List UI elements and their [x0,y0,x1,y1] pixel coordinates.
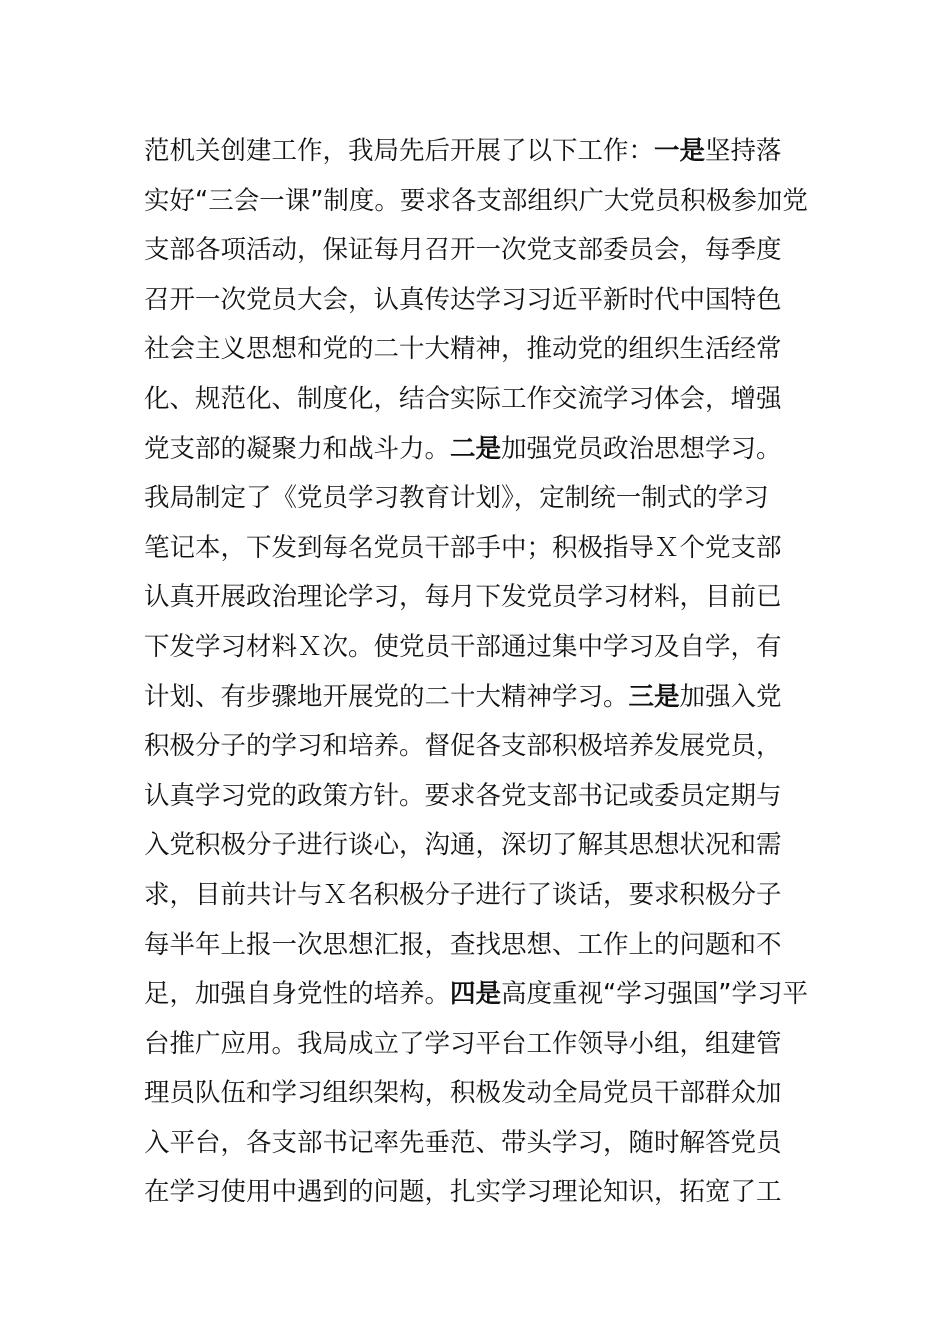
text-segment: 加强入党 [679,681,782,712]
text-line [144,573,824,623]
text-segment: 党支部的凝聚力和战斗力。 [144,433,451,464]
text-segment: 笔记本，下发到每名党员干部手中；积极指导Ｘ个党支部 [144,532,782,563]
text-line [144,375,824,425]
text-segment: 加强党员政治思想学习。 [501,433,782,464]
text-line [144,177,824,227]
text-line [144,921,824,971]
text-line [144,623,824,673]
emphasis-label: 三是 [628,681,680,712]
text-segment: 范机关创建工作，我局先后开展了以下工作： [144,136,655,166]
text-segment: 入平台，各支部书记率先垂范、带头学习，随时解答党员 [144,1127,782,1158]
emphasis-label: 四是 [450,979,502,1010]
text-line [144,1020,824,1070]
text-segment: 实好“三会一课”制度。要求各支部组织广大党员积极参加党 [144,185,808,216]
text-line [144,1119,824,1169]
text-line [144,474,824,524]
text-segment: 计划、有步骤地开展党的二十大精神学习。 [144,681,629,712]
text-segment: 理员队伍和学习组织架构，积极发动全局党员干部群众加 [144,1078,782,1109]
text-segment: 支部各项活动，保证每月召开一次党支部委员会，每季度 [144,235,782,266]
emphasis-label: 二是 [450,433,502,464]
text-line [144,425,824,475]
text-segment: 召开一次党员大会，认真传达学习习近平新时代中国特色 [144,284,782,315]
text-segment: 每半年上报一次思想汇报，查找思想、工作上的问题和不 [144,929,782,960]
text-line [144,821,824,871]
text-line [144,1168,824,1218]
text-line [144,325,824,375]
text-segment: 下发学习材料Ｘ次。使党员干部通过集中学习及自学，有 [144,631,782,662]
text-line [144,772,824,822]
text-segment: 我局制定了《党员学习教育计划》，定制统一制式的学习 [144,483,769,514]
text-line [144,226,824,276]
text-line [144,871,824,921]
text-segment: 认真学习党的政策方针。要求各党支部书记或委员定期与 [144,780,782,811]
text-segment: 积极分子的学习和培养。督促各支部积极培养发展党员， [144,731,782,762]
text-segment: 社会主义思想和党的二十大精神，推动党的组织生活经常 [144,334,782,365]
text-segment: 求，目前共计与Ｘ名积极分子进行了谈话，要求积极分子 [144,879,782,910]
text-line [144,722,824,772]
text-segment: 坚持落 [705,136,782,166]
text-line [144,276,824,326]
text-segment: 台推广应用。我局成立了学习平台工作领导小组，组建管 [144,1028,782,1059]
text-segment: 化、规范化、制度化，结合实际工作交流学习体会，增强 [144,383,782,414]
text-segment: 足，加强自身党性的培养。 [144,979,451,1010]
body-paragraph [144,127,824,1218]
text-line [144,127,824,177]
text-segment: 入党积极分子进行谈心，沟通，深切了解其思想状况和需 [144,830,782,861]
text-segment: 认真开展政治理论学习，每月下发党员学习材料，目前已 [144,582,782,613]
text-line [144,970,824,1020]
text-line [144,524,824,574]
text-line [144,1069,824,1119]
emphasis-label: 一是 [654,136,706,166]
text-line [144,673,824,723]
text-segment: 高度重视“学习强国”学习平 [501,979,808,1010]
text-segment: 在学习使用中遇到的问题，扎实学习理论知识，拓宽了工 [144,1177,782,1208]
